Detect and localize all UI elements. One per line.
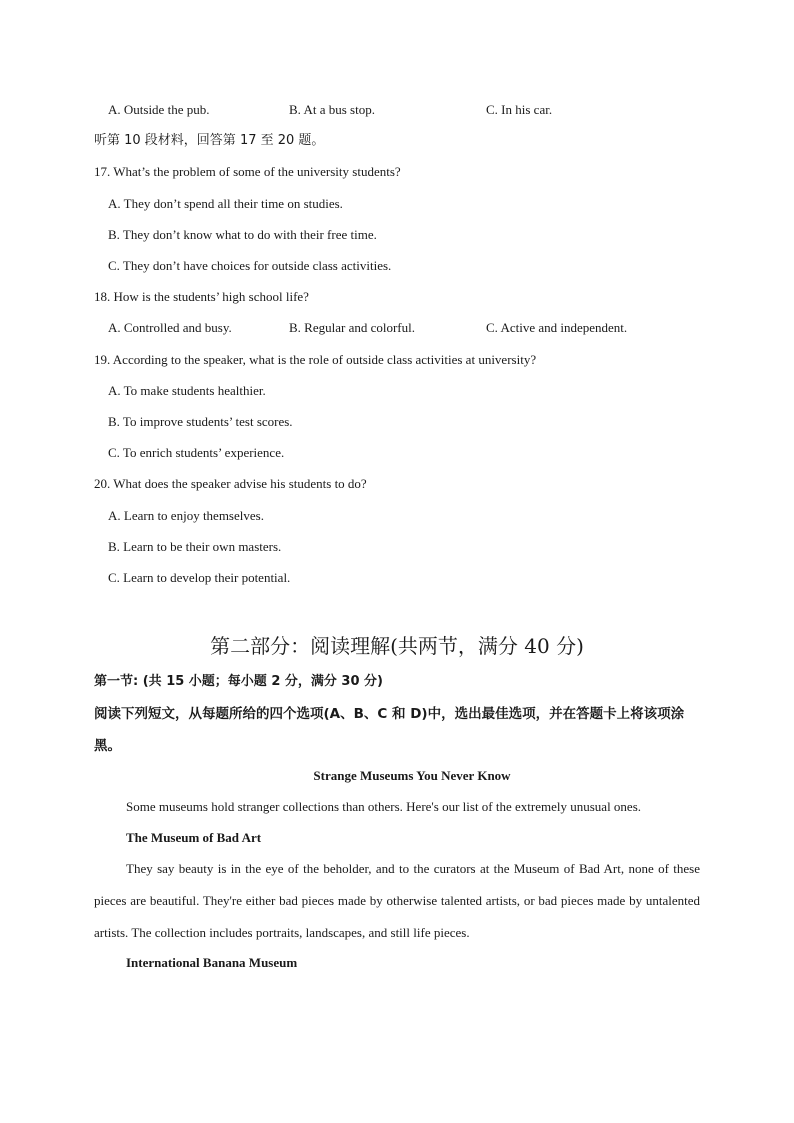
q18-question: 18. How is the students’ high school life? xyxy=(94,289,309,304)
q20-question: 20. What does the speaker advise his students to do? xyxy=(94,476,367,491)
listening-instruction-10: 听第 10 段材料，回答第 17 至 20 题。 xyxy=(94,133,325,148)
q16-option-c: C. In his car. xyxy=(486,102,553,117)
passage-heading-banana: International Banana Museum xyxy=(126,955,298,970)
q18-option-b: B. Regular and colorful. xyxy=(289,320,415,335)
q16-option-a: A. Outside the pub. xyxy=(108,102,210,117)
passage-title: Strange Museums You Never Know xyxy=(313,768,511,783)
q17-option-c: C. They don’t have choices for outside class activities. xyxy=(108,258,392,273)
q20-option-b: B. Learn to be their own masters. xyxy=(108,539,282,554)
q18-option-a: A. Controlled and busy. xyxy=(108,320,232,335)
passage-intro: Some museums hold stranger collections than others. Here's our list of the extremely unusual ones. xyxy=(126,799,642,814)
q17-option-b: B. They don’t know what to do with their free time. xyxy=(108,227,377,242)
section1-heading: 第一节: (共 15 小题；每小题 2 分，满分 30 分) xyxy=(94,674,383,689)
q20-option-a: A. Learn to enjoy themselves. xyxy=(108,508,264,523)
q17-option-a: A. They don’t spend all their time on studies. xyxy=(108,196,343,211)
q19-option-a: A. To make students healthier. xyxy=(108,383,266,398)
q20-option-c: C. Learn to develop their potential. xyxy=(108,570,291,585)
q19-question: 19. According to the speaker, what is the role of outside class activities at university? xyxy=(94,352,537,367)
q18-option-c: C. Active and independent. xyxy=(486,320,628,335)
passage-heading-bad-art: The Museum of Bad Art xyxy=(126,830,262,845)
q17-question: 17. What’s the problem of some of the university students? xyxy=(94,164,401,179)
q16-option-b: B. At a bus stop. xyxy=(289,102,375,117)
q19-option-b: B. To improve students’ test scores. xyxy=(108,414,293,429)
part2-title: 第二部分：阅读理解(共两节，满分 40 分) xyxy=(210,634,584,658)
q19-option-c: C. To enrich students’ experience. xyxy=(108,445,285,460)
passage-paragraph-bad-art: They say beauty is in the eye of the beholder, and to the curators at the Museum of Bad Art, none of these pieces are beautiful. They're either bad pieces made by otherwise talented artists, or bad pieces made by untalented artists. The collection includes portraits, landscapes, and still life pieces. xyxy=(94,861,700,940)
reading-instructions: 阅读下列短文，从每题所给的四个选项(A、B、C 和 D)中，选出最佳选项，并在答题卡上将该项涂黑。 xyxy=(94,706,685,754)
